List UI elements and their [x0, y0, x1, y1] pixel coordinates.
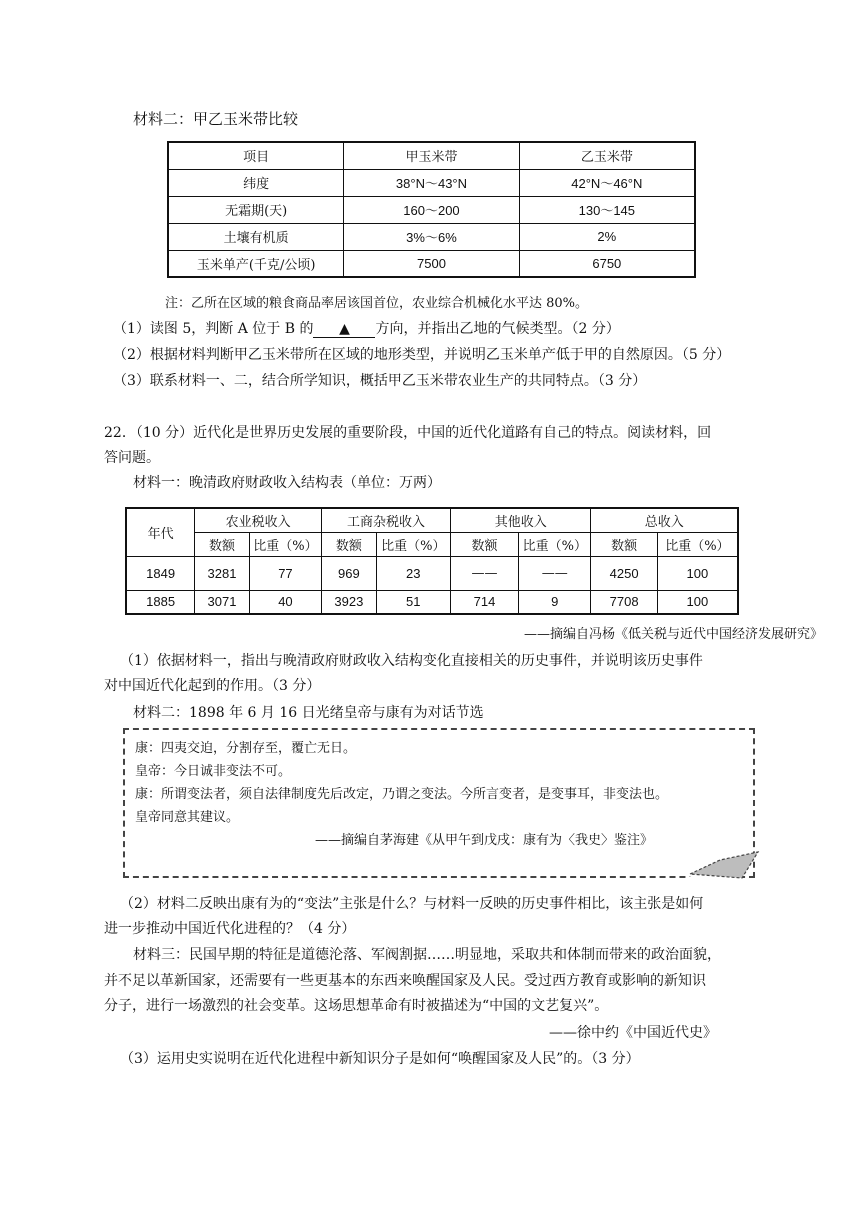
- question-22-intro-cont: 答问题。: [104, 450, 160, 466]
- cell: 42°N～46°N: [519, 169, 695, 196]
- history-question-1-cont: 对中国近代化起到的作用。（3 分）: [104, 678, 321, 694]
- history-question-1: （1）依据材料一，指出与晚清政府财政收入结构变化直接相关的历史事件，并说明该历史事件: [120, 653, 703, 669]
- subheader: 比重（%）: [657, 532, 738, 556]
- cell: 100: [657, 590, 738, 614]
- material-three-line-2: 并不足以革新国家，还需要有一些更基本的东西来唤醒国家及人民。受过西方教育或影响的新知识: [104, 973, 706, 989]
- question-1: [113, 318, 620, 338]
- material-three-line-3: 分子，进行一场激烈的社会变革。这场思想革命有时被描述为“中国的文艺复兴”。: [104, 998, 609, 1014]
- cell: 100: [657, 556, 738, 590]
- row-label: 纬度: [168, 169, 344, 196]
- cell: 6750: [519, 250, 695, 277]
- dialog-line-4: 皇帝同意其建议。: [135, 810, 240, 825]
- row-label: 土壤有机质: [168, 223, 344, 250]
- question-22-intro: 22．（10 分）近代化是世界历史发展的重要阶段，中国的近代化道路有自己的特点。阅读材料，回: [104, 425, 712, 441]
- subheader: 数额: [195, 532, 250, 556]
- cell: ——: [450, 556, 518, 590]
- material-two-b-title: 材料二：1898 年 6 月 16 日光绪皇帝与康有为对话节选: [133, 705, 484, 721]
- cell: 2%: [519, 223, 695, 250]
- question-1-text-a: （1）读图 5，判断 A 位于 B 的: [113, 321, 314, 337]
- history-question-2: （2）材料二反映出康有为的“变法”主张是什么？与材料一反映的历史事件相比，该主张是如何: [120, 896, 704, 912]
- dialog-line-2: 皇帝：今日诚非变法不可。: [135, 764, 292, 779]
- cell: ——: [519, 556, 591, 590]
- header-other: 其他收入: [450, 508, 591, 532]
- cell: 3281: [195, 556, 250, 590]
- source-citation-1: ——摘编自冯杨《低关税与近代中国经济发展研究》: [524, 627, 824, 642]
- source-citation-2: ——摘编自茅海建《从甲午到戊戌：康有为〈我史〉鉴注》: [315, 833, 654, 848]
- corn-belt-table: [167, 141, 696, 278]
- material-two-title: 材料二：甲乙玉米带比较: [133, 110, 299, 128]
- row-label: 无霜期(天): [168, 196, 344, 223]
- history-question-3: （3）运用史实说明在近代化进程中新知识分子是如何“唤醒国家及人民”的。（3 分）: [120, 1051, 640, 1067]
- cell: 51: [376, 590, 450, 614]
- subheader: 比重（%）: [376, 532, 450, 556]
- material-one-title: 材料一：晚清政府财政收入结构表（单位：万两）: [133, 475, 441, 491]
- question-2: （2）根据材料判断甲乙玉米带所在区域的地形类型，并说明乙玉米单产低于甲的自然原因。（5 分）: [113, 347, 731, 363]
- year-cell: 1885: [126, 590, 195, 614]
- cell: 23: [376, 556, 450, 590]
- cell: 40: [249, 590, 321, 614]
- question-1-text-b: 方向，并指出乙地的气候类型。（2 分）: [375, 321, 620, 337]
- header-agri: 农业税收入: [195, 508, 322, 532]
- cell: 969: [322, 556, 377, 590]
- subheader: 比重（%）: [519, 532, 591, 556]
- page-curl-icon: [680, 850, 760, 882]
- subheader: 比重（%）: [249, 532, 321, 556]
- cell: 3%～6%: [344, 223, 519, 250]
- header-item: 项目: [168, 142, 344, 169]
- question-3: （3）联系材料一、二，结合所学知识，概括甲乙玉米带农业生产的共同特点。（3 分）: [113, 373, 647, 389]
- dialog-line-3: 康：所谓变法者，须自法律制度先后改定，乃谓之变法。今所言变者，是变事耳，非变法也。: [135, 787, 669, 802]
- cell: 3923: [322, 590, 377, 614]
- dialog-line-1: 康：四夷交迫，分割存至，覆亡无日。: [135, 741, 357, 756]
- cell: 38°N～43°N: [344, 169, 519, 196]
- cell: 4250: [591, 556, 657, 590]
- answer-blank: ▲: [313, 321, 375, 338]
- cell: 9: [519, 590, 591, 614]
- subheader: 数额: [450, 532, 518, 556]
- cell: 3071: [195, 590, 250, 614]
- material-three-line-1: 材料三：民国早期的特征是道德沦落、军阀割据……明显地，采取共和体制而带来的政治面貌，: [133, 947, 721, 963]
- row-label: 玉米单产(千克/公顷): [168, 250, 344, 277]
- history-question-2-cont: 进一步推动中国近代化进程的？（4 分）: [104, 921, 356, 937]
- finance-table: [125, 507, 739, 615]
- cell: 7500: [344, 250, 519, 277]
- header-jia: 甲玉米带: [344, 142, 519, 169]
- subheader: 数额: [591, 532, 657, 556]
- cell: 7708: [591, 590, 657, 614]
- year-cell: 1849: [126, 556, 195, 590]
- header-commerce: 工商杂税收入: [322, 508, 451, 532]
- source-citation-3: ——徐中约《中国近代史》: [549, 1025, 717, 1041]
- cell: 130～145: [519, 196, 695, 223]
- header-yi: 乙玉米带: [519, 142, 695, 169]
- header-total: 总收入: [591, 508, 738, 532]
- cell: 160～200: [344, 196, 519, 223]
- subheader: 数额: [322, 532, 377, 556]
- cell: 77: [249, 556, 321, 590]
- header-year: 年代: [126, 508, 195, 556]
- table-note: 注：乙所在区域的粮食商品率居该国首位，农业综合机械化水平达 80%。: [165, 296, 589, 311]
- cell: 714: [450, 590, 518, 614]
